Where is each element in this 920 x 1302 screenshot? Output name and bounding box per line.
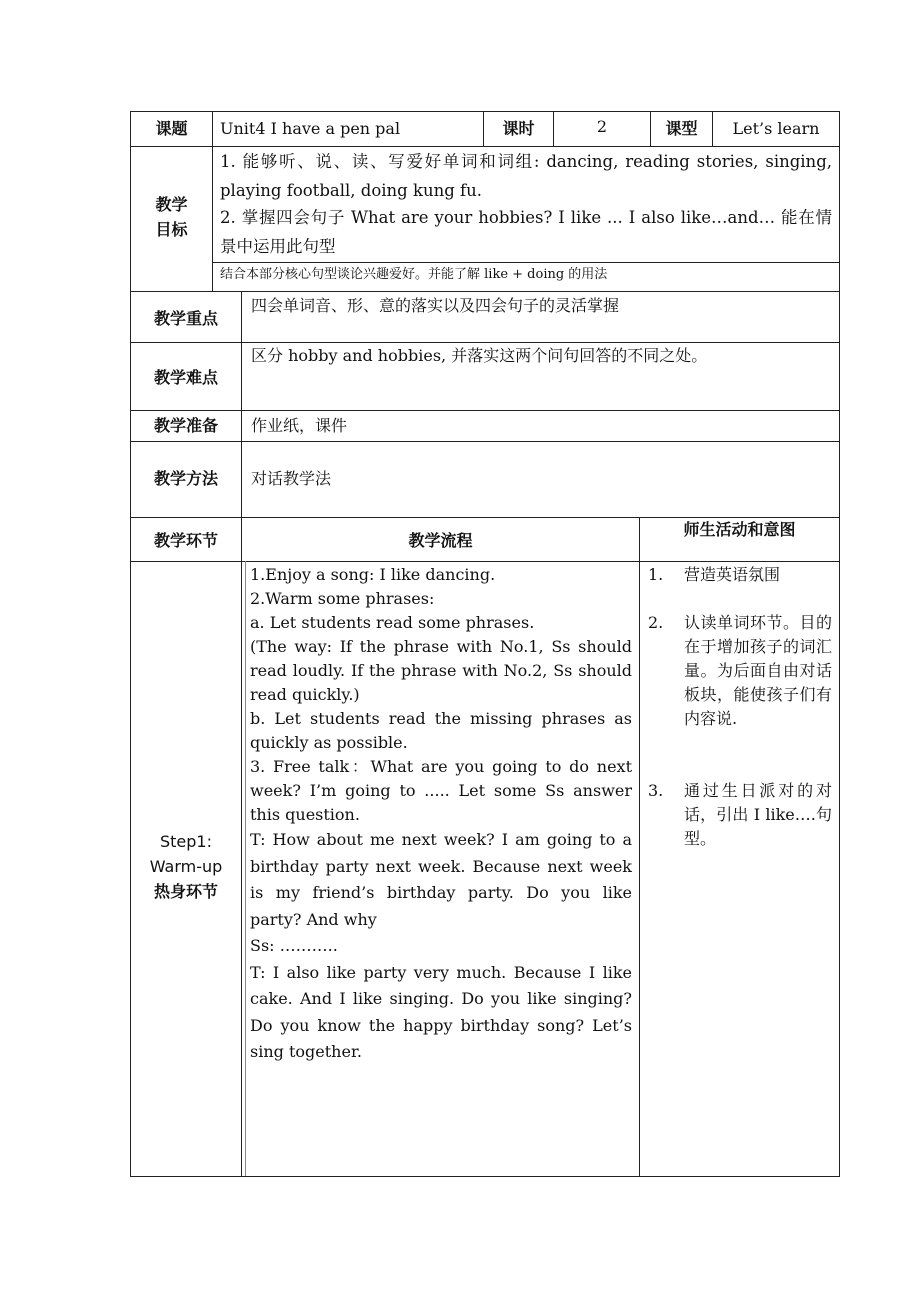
flow-line-9: T: I also like party very much. Because I like cake. And I like singing. Do you like singing? Do you know the happy birthday song? Let’s sing together. [250,962,632,1061]
preparation-label: 教学准备 [153,415,218,435]
stage-header: 教学环节 [153,531,218,550]
note-text: 营造英语氛围 [684,565,781,584]
step1-flow [250,563,632,1066]
type-value: Let’s learn [732,119,820,138]
objective-item-2: 2. 掌握四会句子 What are your hobbies? I like ... I also like…and… 能在情景中运用此句型 [220,208,832,256]
flow-line-7: T: How about me next week? I am going to a birthday party next week. Because next week is my friend’s birthday party. Do you like party? And why [250,830,632,929]
difficulties-value: 区分 hobby and hobbies, 并落实这两个问句回答的不同之处。 [251,346,708,365]
step1-name-line2: Warm-up [149,857,223,876]
step1-note-3 [648,779,832,859]
step1-name [131,829,241,904]
note-text: 通过生日派对的对话，引出 I like….句型。 [684,781,832,848]
objective-item-3: 结合本部分核心句型谈论兴趣爱好。并能了解 like + doing 的用法 [220,267,608,282]
note-number: 1. [648,565,664,584]
type-label: 课型 [665,118,698,138]
topic-value: Unit4 I have a pen pal [220,119,401,138]
key-points-label: 教学重点 [153,308,218,328]
step1-name-line1: Step1: [160,832,212,851]
step1-note-2 [648,611,832,741]
period-label: 课时 [502,118,535,138]
difficulties-label: 教学难点 [153,368,218,387]
flow-line-6: 3. Free talk：What are you going to do next week? I’m going to ..... Let some Ss answer this question. [250,757,632,824]
flow-line-3: a. Let students read some phrases. [250,613,535,632]
flow-line-4: (The way: If the phrase with No.1, Ss should read loudly. If the phrase with No.2, Ss should read quickly.) [250,637,632,704]
key-points-value: 四会单词音、形、意的落实以及四会句子的灵活掌握 [251,296,620,315]
method-label: 教学方法 [153,468,218,488]
objectives-label-line2: 目标 [155,220,188,239]
preparation-value: 作业纸，课件 [251,416,348,435]
flow-line-1: 1.Enjoy a song: I like dancing. [250,565,496,584]
flow-header: 教学流程 [408,531,473,550]
step1-note-1 [648,563,832,593]
objectives-label-line1: 教学 [155,195,188,214]
note-text: 认读单词环节。目的在于增加孩子的词汇量。为后面自由对话板块，能使孩子们有内容说. [684,613,832,728]
activity-header: 师生活动和意图 [683,520,796,539]
note-number: 3. [648,781,664,800]
method-value: 对话教学法 [251,469,332,488]
objectives-label [131,192,212,242]
period-value: 2 [596,117,608,136]
flow-line-8: Ss: ……….. [250,936,338,955]
step1-name-line3: 热身环节 [153,882,218,901]
topic-label: 课题 [155,118,188,138]
note-number: 2. [648,613,664,632]
flow-line-5: b. Let students read the missing phrases as quickly as possible. [250,709,632,752]
flow-line-2: 2.Warm some phrases: [250,589,435,608]
objective-item-1: 1. 能够听、说、读、写爱好单词和词组: dancing, reading stories, singing, playing football, doing kung fu. [220,152,832,200]
